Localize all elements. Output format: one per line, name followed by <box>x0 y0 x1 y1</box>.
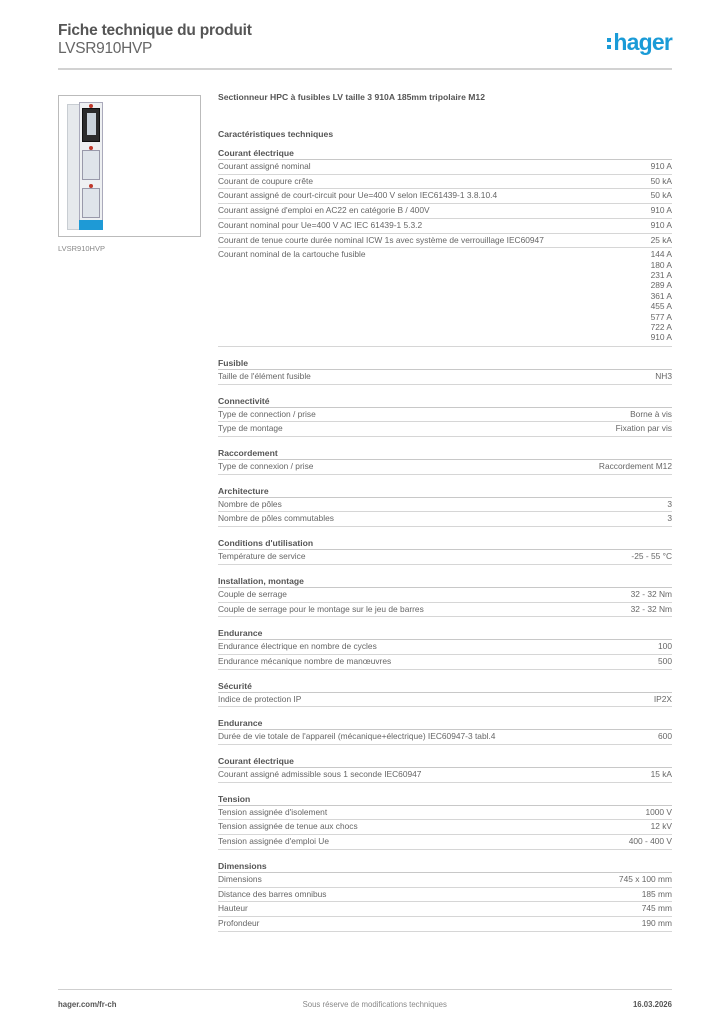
spec-group <box>218 755 672 783</box>
image-caption: LVSR910HVP <box>58 244 105 253</box>
spec-row <box>218 189 672 204</box>
spec-group <box>218 860 672 932</box>
spec-label: Tension assignée d'emploi Ue <box>218 836 330 847</box>
spec-label: Couple de serrage <box>218 588 287 599</box>
group-title: Sécurité <box>218 680 672 693</box>
spec-label: Endurance mécanique nombre de manœuvres <box>218 655 392 666</box>
spec-row <box>218 730 672 745</box>
spec-group <box>218 447 672 475</box>
spec-label: Courant assigné de court-circuit pour Ue=400 V selon IEC61439-1 3.8.10.4 <box>218 190 498 201</box>
spec-row <box>218 655 672 670</box>
spec-group <box>218 717 672 745</box>
spec-content <box>218 92 672 932</box>
spec-label: Nombre de pôles <box>218 498 282 509</box>
spec-value: 50 kA <box>650 175 672 186</box>
group-title: Conditions d'utilisation <box>218 537 672 550</box>
product-reference: LVSR910HVP <box>58 40 153 57</box>
spec-label: Distance des barres omnibus <box>218 888 327 899</box>
spec-value: 185 mm <box>641 888 672 899</box>
group-title: Endurance <box>218 717 672 730</box>
group-title: Fusible <box>218 357 672 370</box>
header-divider <box>58 68 672 70</box>
spec-label: Dimensions <box>218 873 262 884</box>
spec-label: Profondeur <box>218 917 260 928</box>
spec-value: 190 mm <box>641 917 672 928</box>
spec-row <box>218 603 672 618</box>
group-title: Courant électrique <box>218 755 672 768</box>
spec-label: Tension assignée de tenue aux chocs <box>218 821 358 832</box>
spec-label: Taille de l'élément fusible <box>218 370 311 381</box>
spec-value: 400 - 400 V <box>628 836 672 847</box>
spec-value: 910 A <box>650 219 672 230</box>
spec-row <box>218 693 672 708</box>
spec-label: Type de connexion / prise <box>218 460 314 471</box>
spec-label: Courant assigné admissible sous 1 seconde IEC60947 <box>218 769 422 780</box>
spec-label: Courant nominal de la cartouche fusible <box>218 249 366 260</box>
group-title: Raccordement <box>218 447 672 460</box>
spec-row <box>218 640 672 655</box>
spec-row <box>218 370 672 385</box>
spec-label: Type de connection / prise <box>218 408 316 419</box>
spec-value-item: 289 A <box>650 280 672 291</box>
spec-value: 15 kA <box>650 769 672 780</box>
spec-value: NH3 <box>655 370 672 381</box>
spec-value: 745 mm <box>641 903 672 914</box>
spec-value: 910 A <box>650 205 672 216</box>
spec-row <box>218 160 672 175</box>
spec-value: 745 x 100 mm <box>618 873 672 884</box>
spec-value-item: 455 A <box>650 301 672 312</box>
spec-row <box>218 234 672 249</box>
spec-label: Courant assigné d'emploi en AC22 en catégorie B / 400V <box>218 205 430 216</box>
spec-label: Tension assignée d'isolement <box>218 806 328 817</box>
spec-group <box>218 627 672 669</box>
website-link[interactable]: hager.com/fr-ch <box>58 1000 117 1009</box>
spec-value: 1000 V <box>645 806 672 817</box>
spec-label: Température de service <box>218 551 306 562</box>
spec-group <box>218 485 672 527</box>
spec-row <box>218 204 672 219</box>
group-title: Architecture <box>218 485 672 498</box>
spec-row <box>218 768 672 783</box>
spec-label: Nombre de pôles commutables <box>218 513 334 524</box>
spec-group <box>218 537 672 565</box>
spec-group <box>218 793 672 850</box>
spec-value: -25 - 55 °C <box>631 551 672 562</box>
fuse-switch-disconnector-icon <box>67 102 103 232</box>
spec-label: Hauteur <box>218 903 248 914</box>
spec-row <box>218 588 672 603</box>
spec-label: Courant nominal pour Ue=400 V AC IEC 61439-1 5.3.2 <box>218 219 423 230</box>
spec-label: Indice de protection IP <box>218 693 302 704</box>
spec-value-item: 577 A <box>650 311 672 322</box>
spec-value: 50 kA <box>650 190 672 201</box>
spec-row <box>218 512 672 527</box>
group-title: Tension <box>218 793 672 806</box>
spec-row <box>218 835 672 850</box>
hager-logo: hager <box>607 29 672 56</box>
document-date: 16.03.2026 <box>632 1000 672 1009</box>
spec-value: Fixation par vis <box>615 423 672 434</box>
spec-row <box>218 888 672 903</box>
group-title: Courant électrique <box>218 147 672 160</box>
spec-label: Type de montage <box>218 423 283 434</box>
group-title: Installation, montage <box>218 575 672 588</box>
group-title: Dimensions <box>218 860 672 873</box>
spec-row <box>218 248 672 347</box>
product-name: Sectionneur HPC à fusibles LV taille 3 910A 185mm tripolaire M12 <box>218 92 485 102</box>
product-image <box>58 95 201 237</box>
spec-group <box>218 680 672 708</box>
group-title: Connectivité <box>218 395 672 408</box>
spec-row <box>218 460 672 475</box>
spec-row <box>218 408 672 423</box>
spec-value: Borne à vis <box>630 408 672 419</box>
spec-row <box>218 175 672 190</box>
spec-label: Courant de coupure crête <box>218 175 313 186</box>
spec-row <box>218 820 672 835</box>
footer-divider <box>58 989 672 990</box>
spec-row <box>218 902 672 917</box>
spec-value: Raccordement M12 <box>598 460 672 471</box>
spec-label: Courant assigné nominal <box>218 161 311 171</box>
spec-group <box>218 575 672 617</box>
disclaimer: Sous réserve de modifications techniques <box>302 1000 447 1009</box>
spec-value: 600 <box>658 731 672 742</box>
spec-value: 25 kA <box>650 234 672 245</box>
spec-value-item: 722 A <box>650 322 672 333</box>
group-title: Endurance <box>218 627 672 640</box>
spec-row <box>218 917 672 932</box>
spec-label: Couple de serrage pour le montage sur le jeu de barres <box>218 603 424 614</box>
spec-value-item: 361 A <box>650 290 672 301</box>
spec-groups <box>218 147 672 932</box>
spec-value-item: 144 A <box>650 249 672 260</box>
spec-label: Courant de tenue courte durée nominal ICW 1s avec système de verrouillage IEC60947 <box>218 234 544 245</box>
spec-row <box>218 806 672 821</box>
spec-value: 910 A <box>650 161 672 171</box>
spec-value: 3 <box>667 513 672 524</box>
spec-row <box>218 219 672 234</box>
spec-group <box>218 147 672 347</box>
spec-value: 100 <box>658 641 672 652</box>
spec-label: Endurance électrique en nombre de cycles <box>218 641 377 652</box>
spec-row <box>218 873 672 888</box>
spec-group <box>218 395 672 437</box>
spec-group <box>218 357 672 385</box>
spec-value: 500 <box>658 655 672 666</box>
page-footer <box>58 989 672 1009</box>
spec-value-item: 910 A <box>650 332 672 343</box>
spec-label: Durée de vie totale de l'appareil (mécanique+électrique) IEC60947-3 tabl.4 <box>218 731 496 742</box>
spec-value: IP2X <box>653 693 672 704</box>
document-title: Fiche technique du produit <box>58 22 252 39</box>
spec-value: 32 - 32 Nm <box>630 588 672 599</box>
spec-row <box>218 498 672 513</box>
spec-row <box>218 550 672 565</box>
spec-value: 12 kV <box>650 821 672 832</box>
section-heading: Caractéristiques techniques <box>218 129 334 139</box>
logo-colon-icon <box>607 35 611 51</box>
spec-value: 32 - 32 Nm <box>630 603 672 614</box>
page-header <box>58 22 672 58</box>
spec-value: 3 <box>667 498 672 509</box>
spec-value-item: 231 A <box>650 270 672 281</box>
spec-value <box>651 248 672 346</box>
spec-row <box>218 422 672 437</box>
spec-value-item: 180 A <box>650 259 672 270</box>
